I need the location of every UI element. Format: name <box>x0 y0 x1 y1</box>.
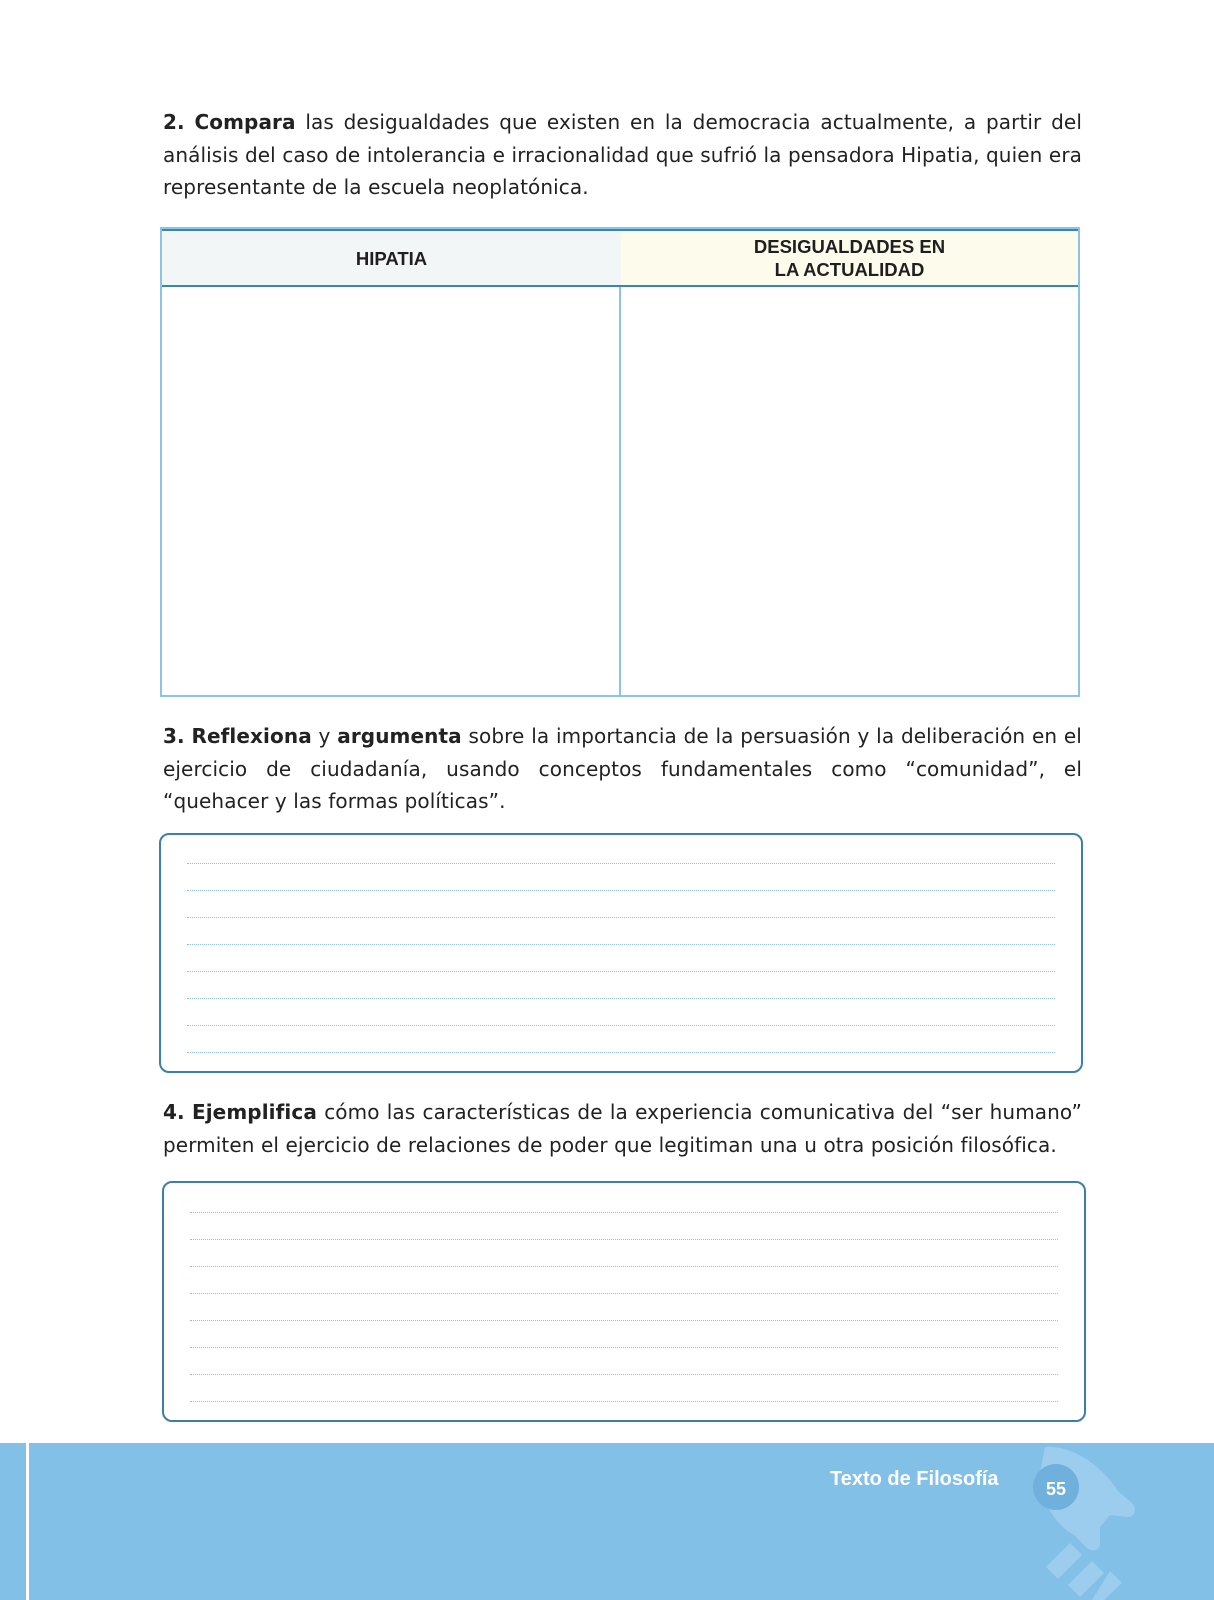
comparison-table <box>160 227 1080 697</box>
writing-line <box>187 998 1055 999</box>
question-verb: Ejemplifica <box>191 1100 317 1124</box>
page-number: 55 <box>1045 1479 1067 1499</box>
connector: y <box>318 724 331 748</box>
answer-box-q4[interactable] <box>162 1181 1086 1422</box>
writing-line <box>190 1374 1058 1375</box>
question-verb: Compara <box>194 110 296 134</box>
header-label: HIPATIA <box>355 247 428 269</box>
writing-line <box>190 1212 1058 1213</box>
writing-line <box>190 1266 1058 1267</box>
question-text: cómo las características de la experiencia comunicativa del “ser humano” permiten el ejercicio de relaciones de poder que legitiman una u otra posición filosófica. <box>163 1100 1082 1157</box>
writing-line <box>187 890 1055 891</box>
question-number: 2. <box>163 110 185 134</box>
writing-line <box>190 1401 1058 1402</box>
writing-line <box>187 1052 1055 1053</box>
table-header-desigualdades <box>621 229 1078 287</box>
header-label <box>754 235 945 281</box>
writing-line <box>187 1025 1055 1026</box>
writing-line <box>187 944 1055 945</box>
book-title: Texto de Filosofía <box>830 1468 999 1490</box>
header-line-2: LA ACTUALIDAD <box>774 259 925 280</box>
writing-line <box>190 1239 1058 1240</box>
table-header-hipatia <box>162 229 621 287</box>
writing-line <box>187 971 1055 972</box>
writing-line <box>187 863 1055 864</box>
question-number: 3. <box>163 724 185 748</box>
answer-cell-hipatia[interactable] <box>162 287 619 695</box>
footer-stripe <box>26 1443 29 1600</box>
page-footer <box>0 1443 1214 1600</box>
question-verb: Reflexiona <box>191 724 312 748</box>
answer-box-q3[interactable] <box>159 833 1083 1073</box>
question-number: 4. <box>163 1100 185 1124</box>
question-verb: argumenta <box>337 724 462 748</box>
header-line-1: DESIGUALDADES EN <box>753 236 946 257</box>
writing-line <box>187 917 1055 918</box>
question-text: sobre la importancia de la persuasión y la deliberación en el ejercicio de ciudadanía, usando conceptos fundamentales como “comunidad”, el “quehacer y las formas políticas”. <box>163 724 1082 813</box>
writing-line <box>190 1347 1058 1348</box>
question-2 <box>163 106 1082 204</box>
answer-cell-desigualdades[interactable] <box>621 287 1078 695</box>
writing-line <box>190 1293 1058 1294</box>
question-text: las desigualdades que existen en la democracia actualmente, a partir del análisis del caso de intolerancia e irracionalidad que sufrió la pensadora Hipatia, quien era representante de la escuela neoplatónica. <box>163 110 1082 199</box>
rocket-icon <box>1000 1443 1170 1600</box>
question-3 <box>163 720 1082 818</box>
question-4 <box>163 1096 1082 1161</box>
writing-line <box>190 1320 1058 1321</box>
